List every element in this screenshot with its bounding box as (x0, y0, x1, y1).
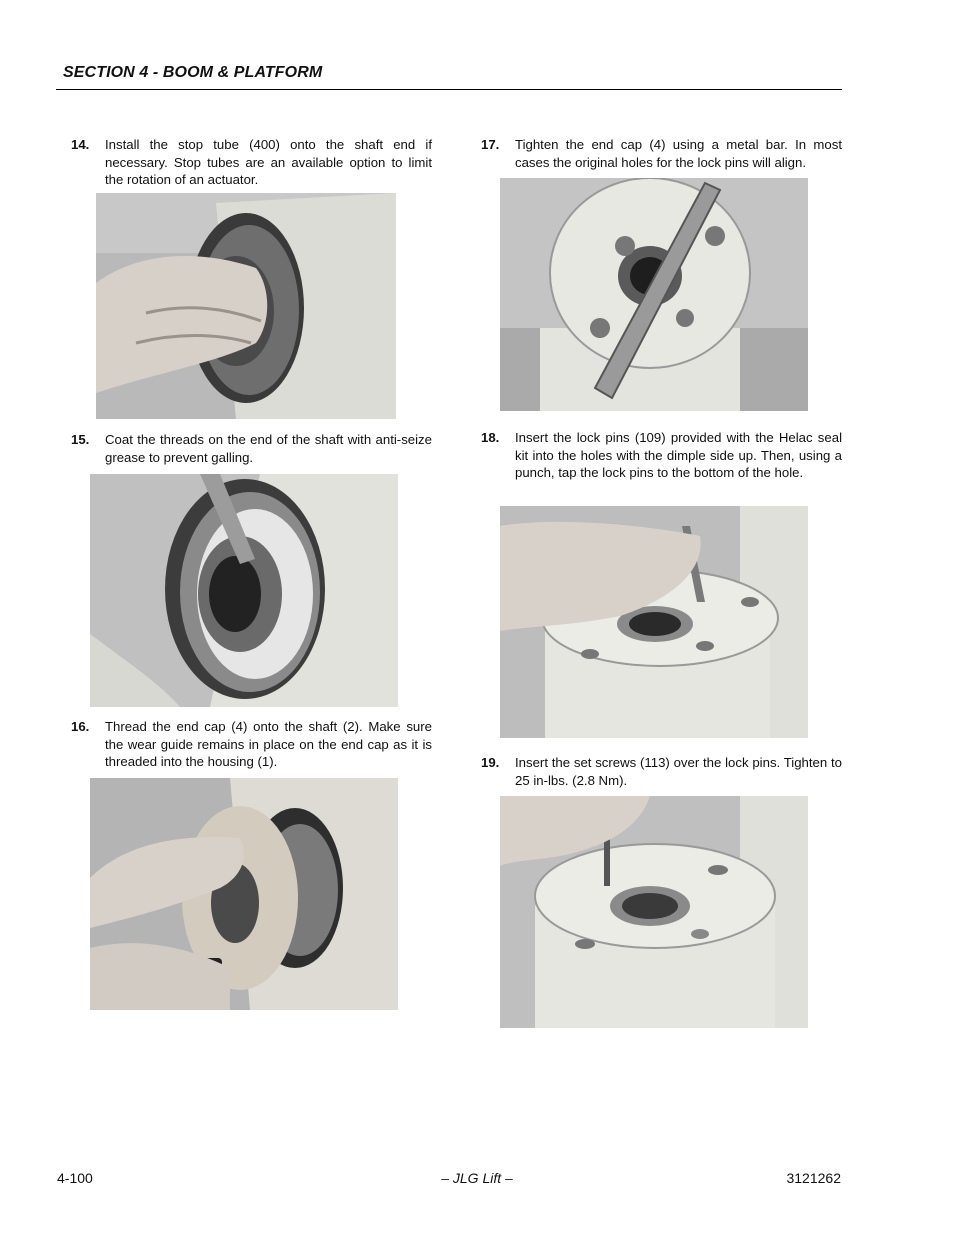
page-number: 4-100 (57, 1170, 93, 1186)
step-text: Insert the set screws (113) over the lock pins. Tighten to 25 in-lbs. (2.8 Nm). (515, 755, 842, 788)
step-number: 17. (481, 137, 500, 152)
step-19-photo (500, 796, 808, 1028)
document-number: 3121262 (786, 1170, 841, 1186)
step-text: Install the stop tube (400) onto the shaft end if necessary. Stop tubes are an available option to limit the rotation of an actuator. (105, 137, 432, 187)
step-text: Tighten the end cap (4) using a metal bar. In most cases the original holes for the lock pins will align. (515, 137, 842, 170)
header-divider (56, 89, 842, 90)
step-15-photo (90, 474, 398, 707)
section-header: SECTION 4 - BOOM & PLATFORM (63, 64, 323, 81)
step-19 (481, 754, 842, 790)
step-14 (71, 136, 432, 190)
step-17 (481, 136, 842, 172)
step-16 (71, 718, 432, 772)
step-14-photo (96, 193, 396, 419)
step-text: Thread the end cap (4) onto the shaft (2). Make sure the wear guide remains in place on the end cap as it is threaded into the housing (1). (105, 719, 432, 769)
step-18 (481, 429, 842, 501)
footer-title: – JLG Lift – (441, 1170, 513, 1186)
step-number: 16. (71, 719, 90, 734)
step-16-photo (90, 778, 398, 1010)
step-text: Insert the lock pins (109) provided with the Helac seal kit into the holes with the dimple side up. Then, using a punch, tap the lock pins to the bottom of the hole. (515, 430, 842, 480)
step-15 (71, 431, 432, 467)
step-number: 18. (481, 430, 500, 445)
step-18-photo (500, 506, 808, 738)
step-number: 14. (71, 137, 90, 152)
step-number: 15. (71, 432, 90, 447)
step-number: 19. (481, 755, 500, 770)
step-text: Coat the threads on the end of the shaft with anti-seize grease to prevent galling. (105, 432, 432, 465)
step-17-photo (500, 178, 808, 411)
